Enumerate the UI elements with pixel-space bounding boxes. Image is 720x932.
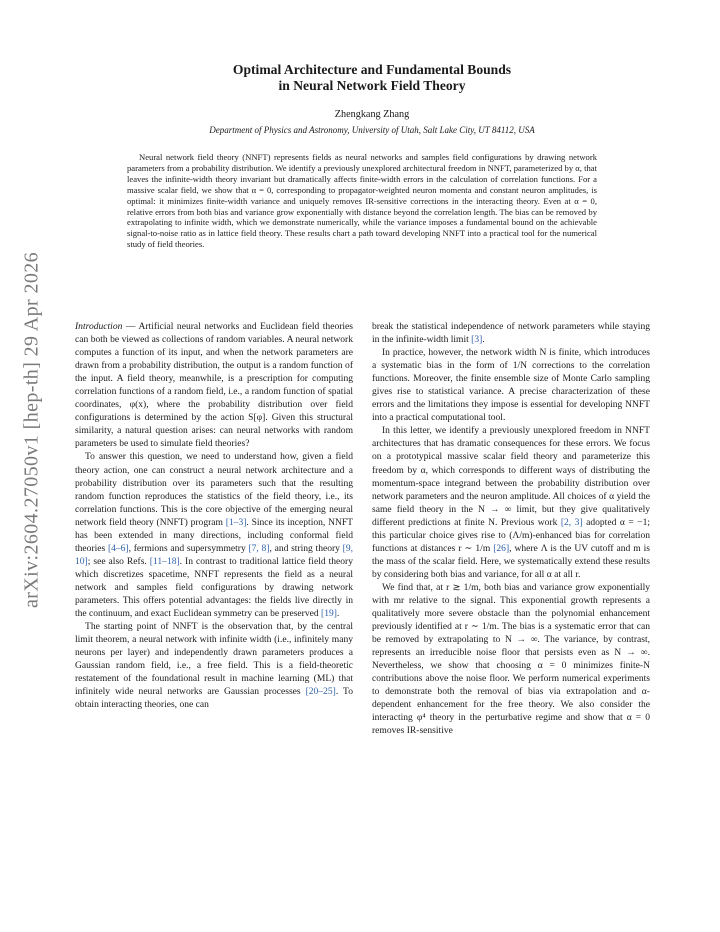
citation-link[interactable]: [20–25] (305, 686, 336, 698)
left-column (75, 320, 353, 711)
paragraph-text: . (482, 334, 485, 346)
citation-link[interactable]: [26] (493, 542, 510, 554)
citation-link[interactable]: [4–6] (107, 542, 129, 554)
arxiv-sidebar (14, 215, 50, 645)
paragraph-text: , where Λ is the UV cutoff and m is the mass of the scalar field. Here, we systematically extend these results by considering both bias and variance, for all α at all r. (372, 542, 651, 580)
lead-dash: — (122, 321, 139, 332)
citation-link[interactable]: [11–18] (149, 555, 180, 567)
paragraph-text: . Since its inception, NNFT has been extended in many directions, including conformal field theories (75, 516, 353, 554)
intro-paragraph-1 (75, 320, 353, 450)
paragraph-text: adopted α = −1; this particular choice gives rise to (Λ/m)-enhanced bias for correlation functions at distances r ∼ 1/m (372, 516, 650, 554)
right-column (372, 320, 650, 738)
intro-paragraph-2 (75, 450, 353, 620)
paragraph-text: In this letter, we identify a previously unexplored freedom in NNFT architectures that has dramatic consequences for these errors. We focus on a prototypical massive scalar field theory and parameterize this freedom by α, which corresponds to different ways of distributing the momentum-space integrand between the probability distribution over network parameters and the neuron amplitude. All choices of α yield the same field theory in the N → ∞ limit, but they give qualitatively different predictions at finite N. Previous work (372, 425, 650, 528)
paragraph-text: ; see also Refs. (87, 555, 150, 567)
citation-link[interactable]: [19] (321, 608, 337, 620)
paragraph-letter-overview (372, 424, 650, 581)
citation-link[interactable]: [3] (471, 334, 483, 346)
citation-link[interactable]: [7, 8] (248, 542, 270, 554)
section-lead-introduction: Introduction (75, 321, 123, 332)
paper-title (80, 62, 664, 94)
abstract-text: Neural network field theory (NNFT) represents fields as neural networks and samples field configurations by drawing network parameters from a probability distribution. We identify a previously unexplored architectural freedom in NNFT, parameterized by α, that leaves the infinite-width theory invariant but dramatically affects finite-width errors in the calculation of correlation functions. For a massive scalar field, we show that α = 0, corresponding to propagator-weighted neuron momenta and constant neuron amplitudes, is optimal: it minimizes finite-width variance and uniquely removes IR-sensitive corrections in the interacting theory. Even at α = 0, relative errors from both bias and variance grow exponentially with distance beyond the correlation length. The bias can be removed by extrapolating to infinite width, which we demonstrate numerically, while the variance imposes a fundamental bound on the achievable signal-to-noise ratio as in lattice field theory. These results chart a path toward developing NNFT into a practical tool for the numerical study of field theories. (127, 152, 597, 250)
arxiv-identifier: arXiv:2604.27050v1 [hep-th] 29 Apr 2026 (20, 251, 43, 609)
title-line-1: Optimal Architecture and Fundamental Bounds (232, 62, 512, 77)
paragraph-text: To answer this question, we need to understand how, given a field theory action, one can construct a neural network architecture and a probability distribution over its parameters such that the resulting random function reproduces the statistics of the field theory, i.e., its correlation functions. This is the core objective of the emerging neural network field theory (NNFT) program (75, 451, 353, 528)
paragraph-text: . In contrast to traditional lattice field theory which discretizes spacetime, NNFT represents the field as a neural network and samples field configurations by drawing network parameters. This offers potential advantages: the fields live directly in the continuum, and exact Euclidean symmetry can be preserved (75, 555, 354, 620)
paragraph-text: , and string theory (269, 542, 343, 554)
intro-paragraph-3 (75, 620, 353, 711)
paragraph-text: . (336, 608, 340, 620)
paragraph-text: break the statistical independence of network parameters while staying in the infinite-width limit (372, 321, 650, 346)
citation-link[interactable]: [2, 3] (560, 516, 583, 528)
citation-link[interactable]: [1–3] (225, 516, 247, 528)
abstract (127, 152, 597, 250)
citation-link[interactable]: [9, 10] (75, 542, 354, 567)
title-line-2: in Neural Network Field Theory (278, 78, 466, 93)
paragraph-finite-width: In practice, however, the network width N is finite, which introduces a systematic bias in the form of 1/N corrections to the correlation functions. Moreover, the finite ensemble size of Monte Carlo sampling gives rise to statistical variance. A precise characterization of these errors and the limitations they impose is essential for developing NNFT into a practical computational tool. (372, 347, 650, 424)
paragraph-text: Artificial neural networks and Euclidean field theories can both be viewed as collections of random variables. A neural network computes a function of its input, and when the network parameters are drawn from a probability distribution, the output is a random function of the input. A field theory, meanwhile, is a prescription for computing correlation functions of a random field, i.e., a random function of spatial coordinates, φ(x), where the probability distribution over field configurations is determined by the action S[φ]. Given this structural similarity, a natural question arises: can neural networks with random parameters be used to simulate field theories? (75, 321, 353, 450)
paragraph-text: . To obtain interacting theories, one can (75, 686, 353, 711)
paragraph-findings: We find that, at r ≳ 1/m, both bias and variance grow exponentially with mr relative to the signal. This exponential growth represents a qualitatively more severe obstacle than the polynomial enhancement previously identified at r ∼ 1/m. The bias is a systematic error that can be removed by extrapolating to N → ∞. The variance, by contrast, represents an irreducible noise floor that persists even as N → ∞. Nevertheless, we show that choosing α = 0 minimizes finite-N contributions above the noise floor. We perform numerical experiments to demonstrate both the removal of bias via extrapolation and α-dependent enhancement for the free theory. We also consider the interacting φ⁴ theory in the perturbative regime and show that α = 0 removes IR-sensitive (372, 581, 650, 737)
paragraph-text: , fermions and supersymmetry (128, 542, 249, 554)
author-name: Zhengkang Zhang (334, 109, 410, 120)
continued-paragraph (372, 320, 650, 346)
author-affiliation: Department of Physics and Astronomy, University of Utah, Salt Lake City, UT 84112, USA (209, 125, 535, 135)
paragraph-text: The starting point of NNFT is the observation that, by the central limit theorem, a neural network with infinite width (i.e., infinitely many neurons per layer) and independently drawn parameters produces a Gaussian random field, i.e., a free field. This is a field-theoretic restatement of the foundational result in machine learning (ML) that infinitely wide neural networks are Gaussian processes (75, 621, 353, 698)
